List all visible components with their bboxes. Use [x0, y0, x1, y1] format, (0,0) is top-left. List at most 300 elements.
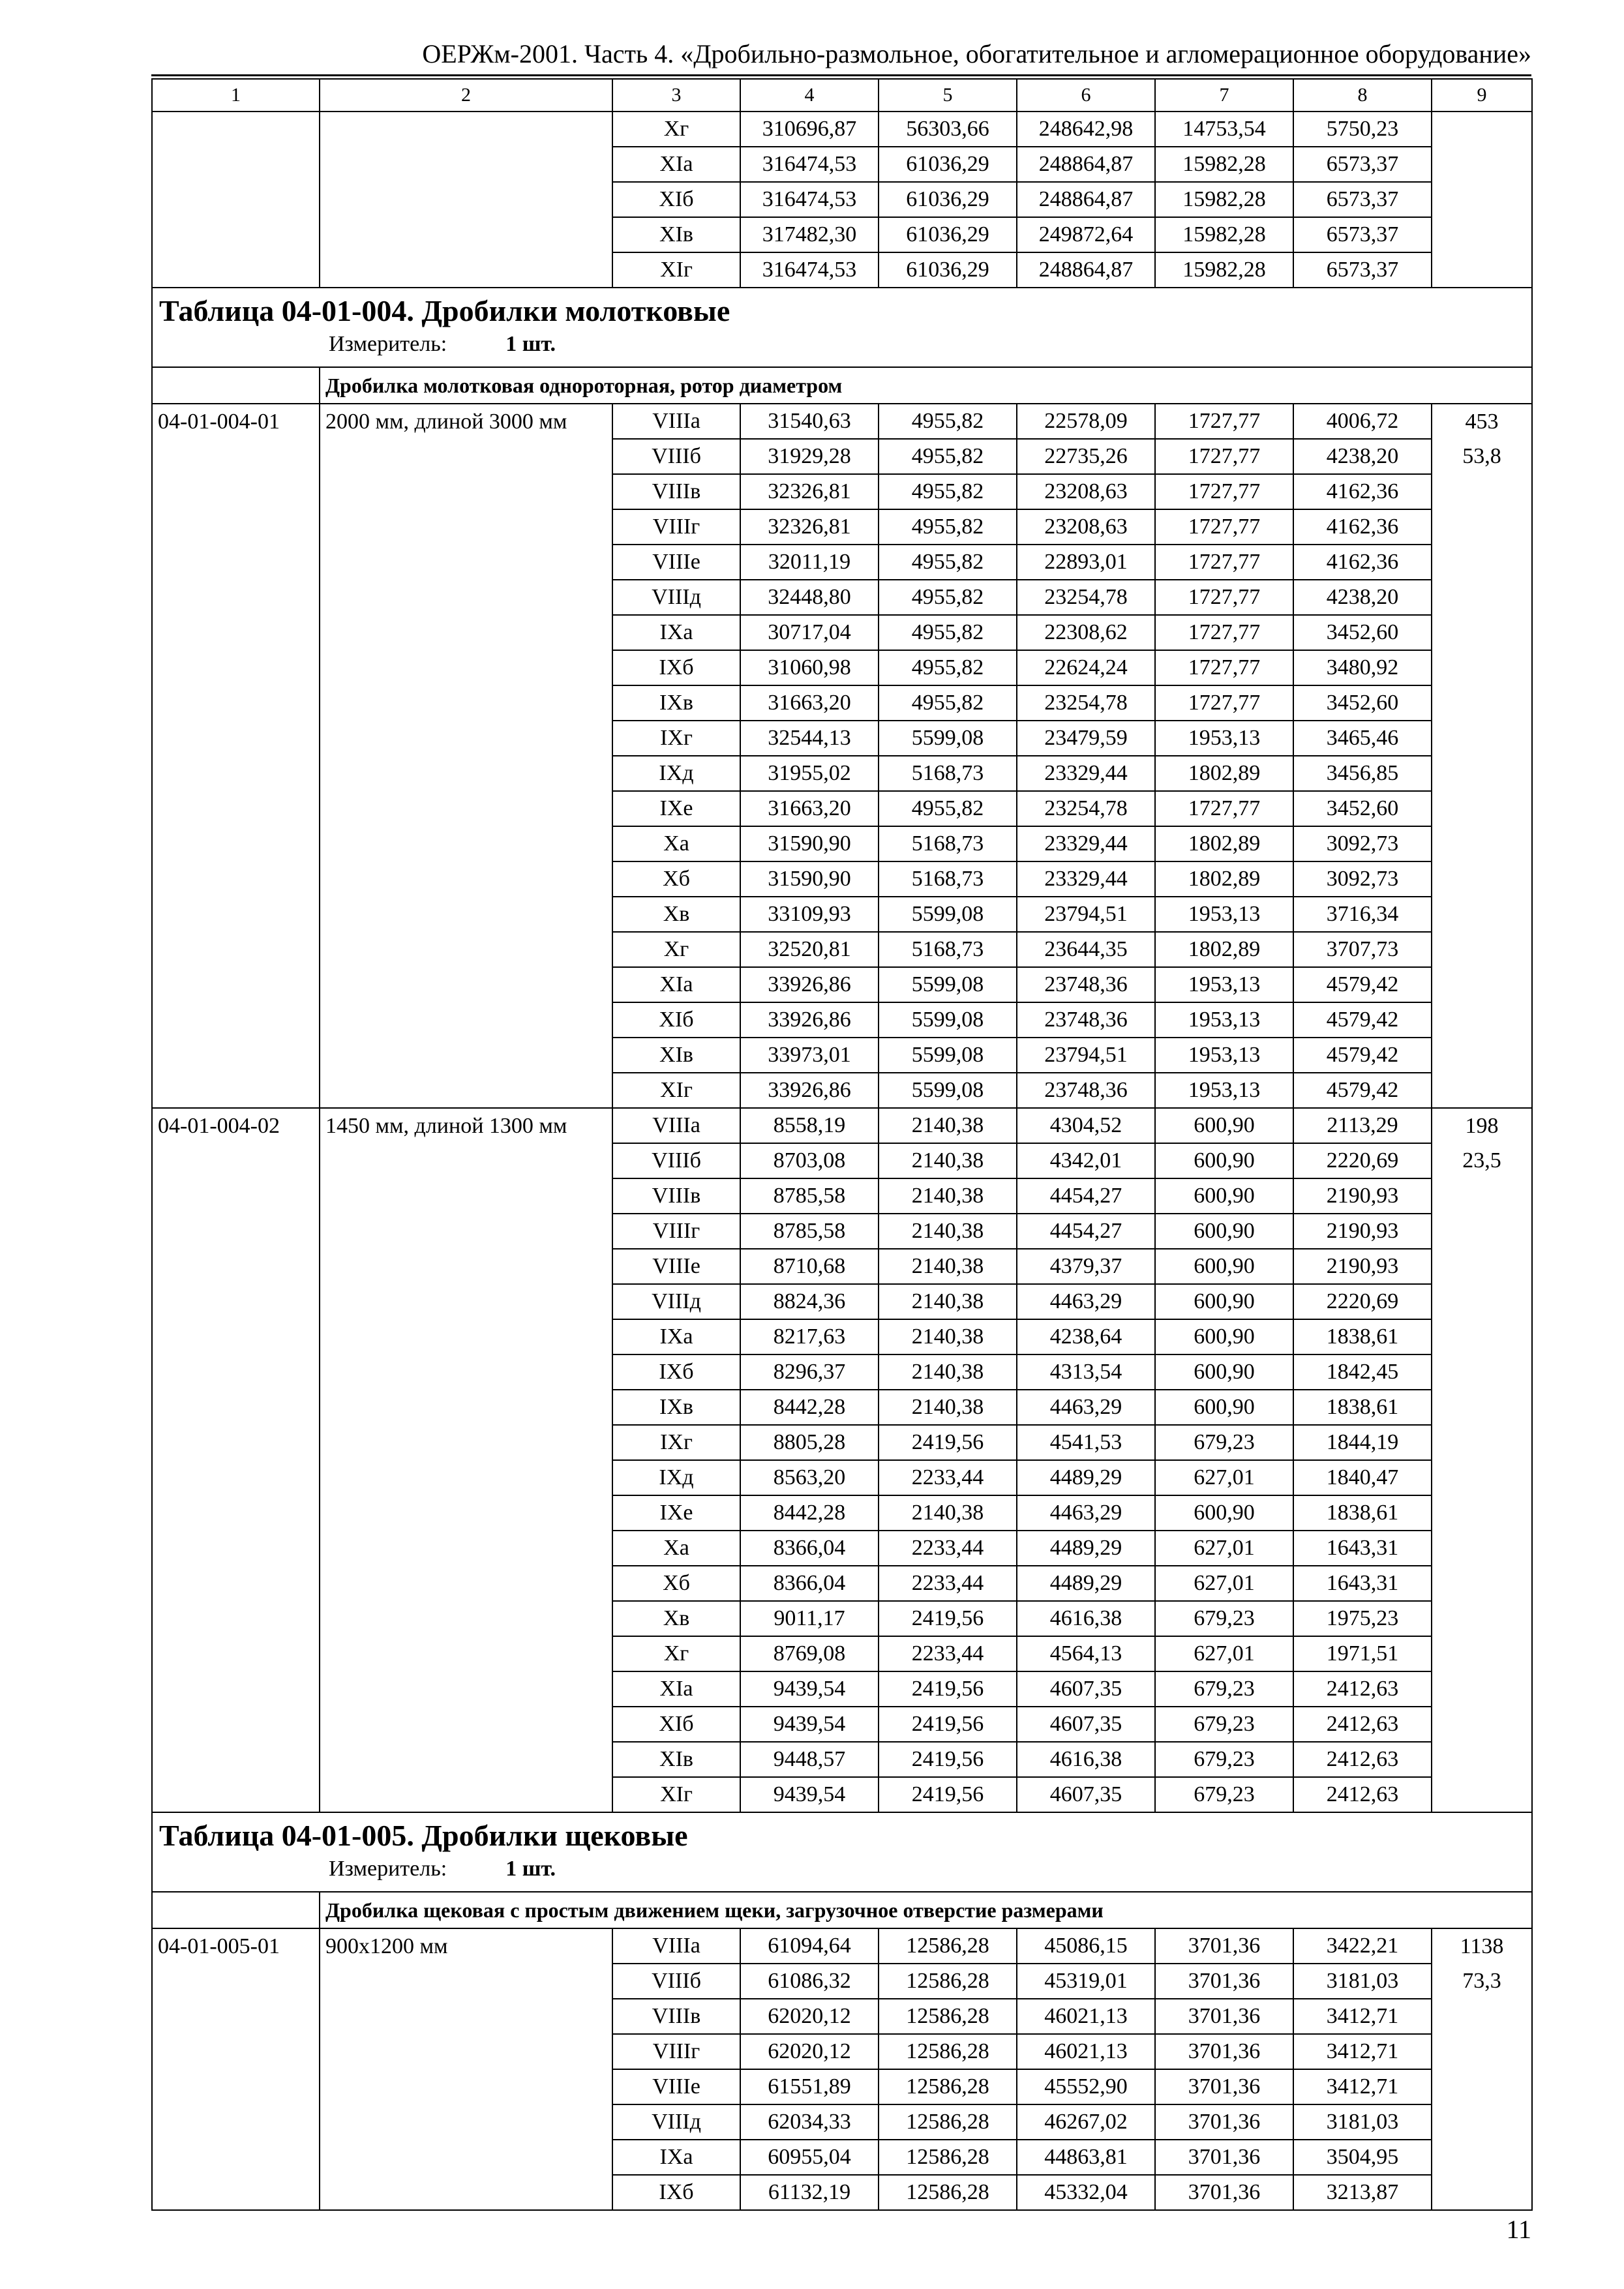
value-cell: 600,90 [1155, 1143, 1293, 1178]
code-cell [152, 1214, 320, 1249]
value-cell: 45332,04 [1017, 2175, 1155, 2210]
value-cell: 4541,53 [1017, 1425, 1155, 1460]
table-row [152, 1284, 1532, 1319]
code-cell: 04-01-005-01 [152, 1928, 320, 1964]
resource-cell: 1138 [1432, 1928, 1532, 1964]
resource-cell [1432, 932, 1532, 967]
table-subtitle: Дробилка молотковая однороторная, ротор диаметром [325, 374, 843, 397]
value-cell: 12586,28 [879, 2034, 1017, 2069]
value-cell: 8366,04 [740, 1566, 879, 1601]
resource-cell [1432, 1319, 1532, 1354]
value-cell: 22893,01 [1017, 545, 1155, 580]
table-row [152, 1319, 1532, 1354]
value-cell: 45319,01 [1017, 1964, 1155, 1999]
table-row [152, 1390, 1532, 1425]
resource-cell [1432, 182, 1532, 217]
value-cell: 2233,44 [879, 1636, 1017, 1671]
table-row [152, 2175, 1532, 2210]
zone-cell: VIIIа [612, 1928, 740, 1964]
code-cell [152, 1671, 320, 1707]
value-cell: 6573,37 [1293, 252, 1432, 288]
code-cell [152, 650, 320, 685]
table-row [152, 721, 1532, 756]
resource-cell [1432, 650, 1532, 685]
value-cell: 4607,35 [1017, 1777, 1155, 1812]
code-cell [152, 1002, 320, 1038]
value-cell: 2419,56 [879, 1742, 1017, 1777]
value-cell: 4579,42 [1293, 1002, 1432, 1038]
value-cell: 6573,37 [1293, 217, 1432, 252]
name-cell [320, 1425, 612, 1460]
code-cell [152, 685, 320, 721]
value-cell: 4955,82 [879, 404, 1017, 439]
table-row [152, 791, 1532, 826]
value-cell: 32326,81 [740, 474, 879, 509]
code-cell [152, 2140, 320, 2175]
code-cell [152, 112, 320, 147]
table-row [152, 1671, 1532, 1707]
code-cell [152, 1319, 320, 1354]
value-cell: 14753,54 [1155, 112, 1293, 147]
zone-cell: VIIIв [612, 1999, 740, 2034]
zone-cell: IXе [612, 1495, 740, 1531]
value-cell: 23748,36 [1017, 967, 1155, 1002]
code-cell [152, 252, 320, 288]
zone-cell: Xв [612, 897, 740, 932]
value-cell: 6573,37 [1293, 182, 1432, 217]
resource-cell [1432, 545, 1532, 580]
resource-cell [1432, 1390, 1532, 1425]
value-cell: 2412,63 [1293, 1777, 1432, 1812]
code-cell [152, 2104, 320, 2140]
name-cell [320, 685, 612, 721]
name-cell [320, 580, 612, 615]
value-cell: 23254,78 [1017, 580, 1155, 615]
value-cell: 31060,98 [740, 650, 879, 685]
table-row [152, 967, 1532, 1002]
value-cell: 22624,24 [1017, 650, 1155, 685]
name-cell [320, 2140, 612, 2175]
table-row [152, 1999, 1532, 2034]
zone-cell: VIIIе [612, 1249, 740, 1284]
value-cell: 2412,63 [1293, 1671, 1432, 1707]
code-cell [152, 474, 320, 509]
value-cell: 61036,29 [879, 147, 1017, 182]
name-cell [320, 2069, 612, 2104]
value-cell: 2190,93 [1293, 1178, 1432, 1214]
value-cell: 627,01 [1155, 1636, 1293, 1671]
resource-cell [1432, 252, 1532, 288]
value-cell: 1727,77 [1155, 509, 1293, 545]
value-cell: 3456,85 [1293, 756, 1432, 791]
table-subtitle: Дробилка щековая с простым движением щеки, загрузочное отверстие размерами [325, 1898, 1104, 1922]
table-title-cell [152, 1812, 1532, 1892]
table-title: Таблица 04-01-004. Дробилки молотковые [159, 294, 730, 327]
value-cell: 1953,13 [1155, 1038, 1293, 1073]
value-cell: 61036,29 [879, 252, 1017, 288]
value-cell: 31663,20 [740, 791, 879, 826]
resource-cell [1432, 756, 1532, 791]
value-cell: 2140,38 [879, 1390, 1017, 1425]
zone-cell: VIIIб [612, 1143, 740, 1178]
zone-cell: VIIIд [612, 2104, 740, 2140]
value-cell: 61132,19 [740, 2175, 879, 2210]
name-cell [320, 112, 612, 147]
value-cell: 4454,27 [1017, 1178, 1155, 1214]
value-cell: 600,90 [1155, 1495, 1293, 1531]
table-row [152, 1964, 1532, 1999]
value-cell: 8217,63 [740, 1319, 879, 1354]
table-row [152, 182, 1532, 217]
value-cell: 4607,35 [1017, 1671, 1155, 1707]
value-cell: 4955,82 [879, 580, 1017, 615]
value-cell: 2220,69 [1293, 1284, 1432, 1319]
code-cell [152, 1390, 320, 1425]
value-cell: 4955,82 [879, 650, 1017, 685]
value-cell: 317482,30 [740, 217, 879, 252]
value-cell: 3701,36 [1155, 2140, 1293, 2175]
code-cell [152, 1707, 320, 1742]
value-cell: 3452,60 [1293, 791, 1432, 826]
table-title-row [152, 1812, 1532, 1892]
table-row [152, 826, 1532, 861]
code-cell [152, 1495, 320, 1531]
value-cell: 30717,04 [740, 615, 879, 650]
resource-cell [1432, 1284, 1532, 1319]
table-row [152, 1777, 1532, 1812]
name-cell [320, 1777, 612, 1812]
value-cell: 61036,29 [879, 217, 1017, 252]
resource-cell [1432, 1002, 1532, 1038]
value-cell: 3480,92 [1293, 650, 1432, 685]
zone-cell: VIIIв [612, 1178, 740, 1214]
value-cell: 2190,93 [1293, 1214, 1432, 1249]
name-cell [320, 1495, 612, 1531]
name-cell [320, 1601, 612, 1636]
resource-cell [1432, 826, 1532, 861]
name-cell [320, 826, 612, 861]
zone-cell: IXб [612, 650, 740, 685]
value-cell: 1838,61 [1293, 1390, 1432, 1425]
table-row [152, 897, 1532, 932]
zone-cell: IXа [612, 2140, 740, 2175]
subtitle-spacer [152, 1892, 320, 1928]
unit-value: 1 шт. [505, 1857, 556, 1881]
table-body [152, 79, 1532, 2210]
value-cell: 316474,53 [740, 252, 879, 288]
value-cell: 3716,34 [1293, 897, 1432, 932]
resource-cell [1432, 1214, 1532, 1249]
code-cell [152, 2034, 320, 2069]
value-cell: 4489,29 [1017, 1460, 1155, 1495]
value-cell: 23329,44 [1017, 861, 1155, 897]
value-cell: 5599,08 [879, 1073, 1017, 1108]
value-cell: 1953,13 [1155, 967, 1293, 1002]
name-cell [320, 650, 612, 685]
table-row [152, 1495, 1532, 1531]
value-cell: 2140,38 [879, 1214, 1017, 1249]
table-row [152, 861, 1532, 897]
column-number: 6 [1017, 79, 1155, 112]
value-cell: 2419,56 [879, 1601, 1017, 1636]
name-cell [320, 791, 612, 826]
resource-cell [1432, 2175, 1532, 2210]
resource-cell: 23,5 [1432, 1143, 1532, 1178]
zone-cell: IXд [612, 756, 740, 791]
value-cell: 9439,54 [740, 1707, 879, 1742]
value-cell: 2140,38 [879, 1249, 1017, 1284]
value-cell: 5750,23 [1293, 112, 1432, 147]
value-cell: 1953,13 [1155, 721, 1293, 756]
resource-cell: 73,3 [1432, 1964, 1532, 1999]
resource-cell [1432, 685, 1532, 721]
code-cell [152, 791, 320, 826]
code-cell [152, 2069, 320, 2104]
value-cell: 8442,28 [740, 1495, 879, 1531]
value-cell: 2140,38 [879, 1108, 1017, 1143]
table-row [152, 1566, 1532, 1601]
code-cell [152, 1178, 320, 1214]
code-cell [152, 182, 320, 217]
value-cell: 12586,28 [879, 1964, 1017, 1999]
value-cell: 5168,73 [879, 932, 1017, 967]
resource-cell [1432, 1707, 1532, 1742]
value-cell: 45086,15 [1017, 1928, 1155, 1964]
resource-cell [1432, 1601, 1532, 1636]
table-row [152, 2140, 1532, 2175]
value-cell: 62020,12 [740, 2034, 879, 2069]
value-cell: 9011,17 [740, 1601, 879, 1636]
value-cell: 23748,36 [1017, 1002, 1155, 1038]
value-cell: 23329,44 [1017, 826, 1155, 861]
table-row [152, 217, 1532, 252]
code-cell [152, 932, 320, 967]
code-cell [152, 1143, 320, 1178]
column-number: 8 [1293, 79, 1432, 112]
resource-cell: 53,8 [1432, 439, 1532, 474]
value-cell: 1643,31 [1293, 1531, 1432, 1566]
value-cell: 3213,87 [1293, 2175, 1432, 2210]
code-cell [152, 1249, 320, 1284]
value-cell: 31540,63 [740, 404, 879, 439]
code-cell [152, 147, 320, 182]
value-cell: 1971,51 [1293, 1636, 1432, 1671]
value-cell: 62020,12 [740, 1999, 879, 2034]
value-cell: 22578,09 [1017, 404, 1155, 439]
name-cell [320, 721, 612, 756]
table-row [152, 252, 1532, 288]
code-cell [152, 1999, 320, 2034]
value-cell: 1838,61 [1293, 1495, 1432, 1531]
rates-table-container [151, 78, 1531, 2211]
table-title: Таблица 04-01-005. Дробилки щековые [159, 1819, 688, 1852]
value-cell: 2419,56 [879, 1777, 1017, 1812]
subtitle-row [152, 1892, 1532, 1928]
code-cell [152, 967, 320, 1002]
resource-cell [1432, 1073, 1532, 1108]
name-cell: 2000 мм, длиной 3000 мм [320, 404, 612, 439]
value-cell: 627,01 [1155, 1566, 1293, 1601]
code-cell [152, 1038, 320, 1073]
column-number: 9 [1432, 79, 1532, 112]
code-cell [152, 1284, 320, 1319]
resource-cell [1432, 1531, 1532, 1566]
table-row [152, 1002, 1532, 1038]
zone-cell: IXе [612, 791, 740, 826]
value-cell: 4304,52 [1017, 1108, 1155, 1143]
value-cell: 679,23 [1155, 1777, 1293, 1812]
code-cell [152, 1425, 320, 1460]
name-cell [320, 439, 612, 474]
value-cell: 15982,28 [1155, 182, 1293, 217]
value-cell: 4313,54 [1017, 1354, 1155, 1390]
value-cell: 23208,63 [1017, 474, 1155, 509]
value-cell: 3701,36 [1155, 2104, 1293, 2140]
value-cell: 4579,42 [1293, 967, 1432, 1002]
value-cell: 61086,32 [740, 1964, 879, 1999]
value-cell: 5168,73 [879, 756, 1017, 791]
value-cell: 44863,81 [1017, 2140, 1155, 2175]
value-cell: 1953,13 [1155, 897, 1293, 932]
value-cell: 4607,35 [1017, 1707, 1155, 1742]
code-cell [152, 1601, 320, 1636]
resource-cell [1432, 1636, 1532, 1671]
unit-label: Измеритель: [329, 1857, 447, 1881]
table-row [152, 1601, 1532, 1636]
resource-cell [1432, 967, 1532, 1002]
value-cell: 3181,03 [1293, 1964, 1432, 1999]
value-cell: 248864,87 [1017, 182, 1155, 217]
value-cell: 4489,29 [1017, 1531, 1155, 1566]
value-cell: 23254,78 [1017, 685, 1155, 721]
table-row [152, 580, 1532, 615]
value-cell: 600,90 [1155, 1178, 1293, 1214]
value-cell: 679,23 [1155, 1601, 1293, 1636]
value-cell: 1802,89 [1155, 932, 1293, 967]
value-cell: 4342,01 [1017, 1143, 1155, 1178]
zone-cell: XIа [612, 1671, 740, 1707]
table-row [152, 1707, 1532, 1742]
value-cell: 46267,02 [1017, 2104, 1155, 2140]
zone-cell: VIIIг [612, 2034, 740, 2069]
value-cell: 2419,56 [879, 1671, 1017, 1707]
zone-cell: VIIIа [612, 404, 740, 439]
table-row [152, 439, 1532, 474]
table-row [152, 147, 1532, 182]
table-row [152, 1214, 1532, 1249]
value-cell: 2233,44 [879, 1460, 1017, 1495]
name-cell [320, 861, 612, 897]
value-cell: 12586,28 [879, 2175, 1017, 2210]
value-cell: 679,23 [1155, 1425, 1293, 1460]
code-cell [152, 1742, 320, 1777]
value-cell: 600,90 [1155, 1108, 1293, 1143]
value-cell: 62034,33 [740, 2104, 879, 2140]
value-cell: 4955,82 [879, 509, 1017, 545]
value-cell: 4579,42 [1293, 1073, 1432, 1108]
value-cell: 3465,46 [1293, 721, 1432, 756]
value-cell: 8710,68 [740, 1249, 879, 1284]
value-cell: 33926,86 [740, 1002, 879, 1038]
name-cell [320, 1354, 612, 1390]
value-cell: 22735,26 [1017, 439, 1155, 474]
resource-cell [1432, 509, 1532, 545]
value-cell: 33926,86 [740, 1073, 879, 1108]
zone-cell: XIв [612, 1038, 740, 1073]
column-number: 5 [879, 79, 1017, 112]
page-header [151, 33, 1531, 76]
value-cell: 3092,73 [1293, 826, 1432, 861]
value-cell: 4564,13 [1017, 1636, 1155, 1671]
value-cell: 32448,80 [740, 580, 879, 615]
code-cell [152, 826, 320, 861]
rates-table [151, 78, 1533, 2211]
value-cell: 8563,20 [740, 1460, 879, 1495]
zone-cell: IXв [612, 685, 740, 721]
zone-cell: IXа [612, 615, 740, 650]
value-cell: 1727,77 [1155, 545, 1293, 580]
value-cell: 1727,77 [1155, 580, 1293, 615]
value-cell: 248864,87 [1017, 147, 1155, 182]
table-row [152, 1073, 1532, 1108]
value-cell: 1844,19 [1293, 1425, 1432, 1460]
value-cell: 8805,28 [740, 1425, 879, 1460]
value-cell: 61036,29 [879, 182, 1017, 217]
resource-cell [1432, 2034, 1532, 2069]
code-cell [152, 1073, 320, 1108]
table-row [152, 1249, 1532, 1284]
name-cell [320, 1964, 612, 1999]
value-cell: 4463,29 [1017, 1390, 1155, 1425]
code-cell [152, 1636, 320, 1671]
name-cell [320, 756, 612, 791]
zone-cell: IXд [612, 1460, 740, 1495]
zone-cell: VIIIе [612, 2069, 740, 2104]
resource-cell [1432, 580, 1532, 615]
name-cell [320, 1178, 612, 1214]
value-cell: 1727,77 [1155, 791, 1293, 826]
value-cell: 627,01 [1155, 1460, 1293, 1495]
value-cell: 4955,82 [879, 685, 1017, 721]
code-cell [152, 439, 320, 474]
name-cell [320, 1566, 612, 1601]
zone-cell: IXб [612, 1354, 740, 1390]
table-row [152, 1038, 1532, 1073]
code-cell [152, 2175, 320, 2210]
table-row [152, 1531, 1532, 1566]
value-cell: 3707,73 [1293, 932, 1432, 967]
code-cell [152, 1964, 320, 1999]
code-cell [152, 1354, 320, 1390]
value-cell: 679,23 [1155, 1742, 1293, 1777]
name-cell [320, 1073, 612, 1108]
value-cell: 23479,59 [1017, 721, 1155, 756]
name-cell [320, 1284, 612, 1319]
value-cell: 60955,04 [740, 2140, 879, 2175]
resource-cell [1432, 2069, 1532, 2104]
value-cell: 33926,86 [740, 967, 879, 1002]
name-cell [320, 1038, 612, 1073]
value-cell: 249872,64 [1017, 217, 1155, 252]
zone-cell: XIв [612, 1742, 740, 1777]
code-cell [152, 615, 320, 650]
table-row [152, 2034, 1532, 2069]
value-cell: 12586,28 [879, 1928, 1017, 1964]
zone-cell: VIIIб [612, 1964, 740, 1999]
value-cell: 8296,37 [740, 1354, 879, 1390]
zone-cell: Xа [612, 826, 740, 861]
value-cell: 31955,02 [740, 756, 879, 791]
